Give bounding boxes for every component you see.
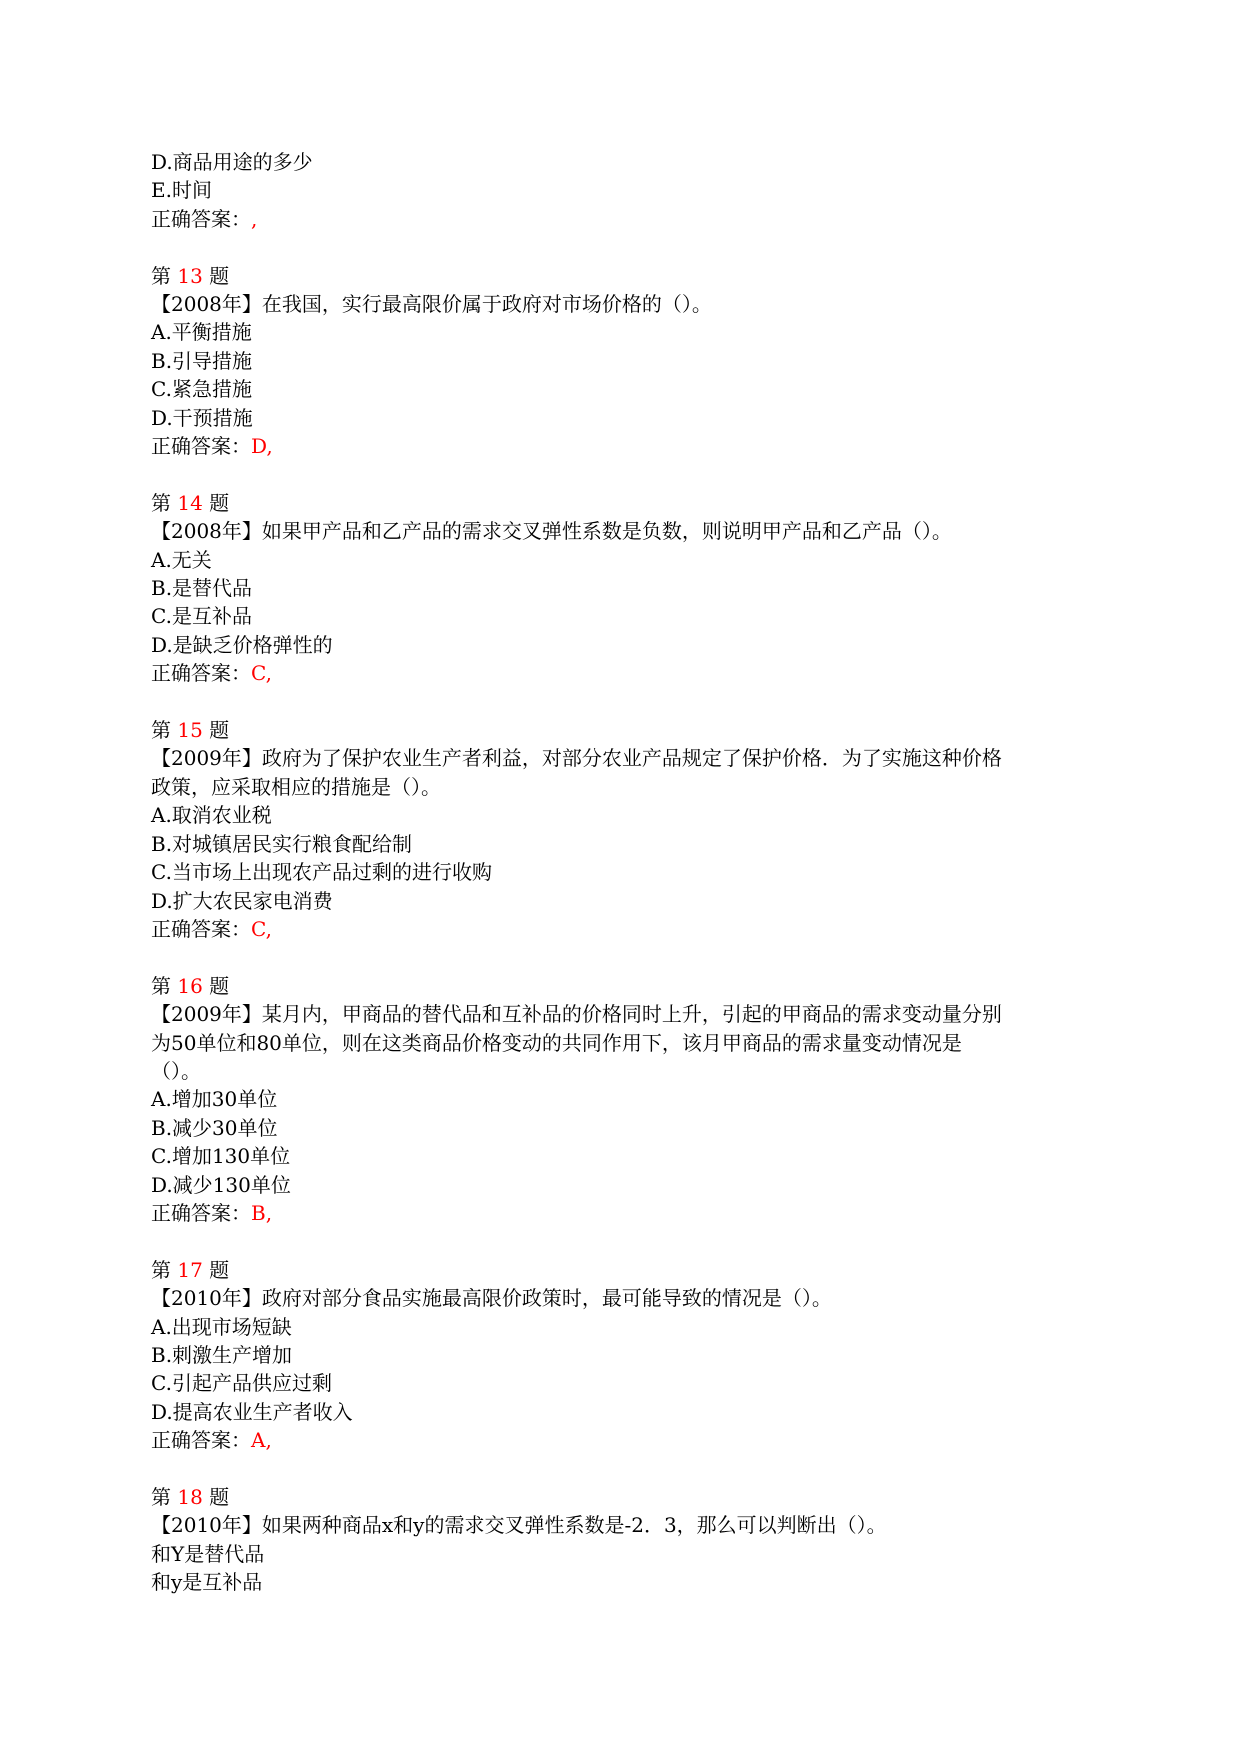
option-c: C.是互补品 bbox=[151, 604, 252, 629]
option-c: C.引起产品供应过剩 bbox=[151, 1371, 332, 1396]
option-d: D.减少130单位 bbox=[151, 1172, 291, 1197]
option-d: D.是缺乏价格弹性的 bbox=[151, 632, 333, 657]
option-a: A.取消农业税 bbox=[151, 803, 272, 828]
answer-label: 正确答案： bbox=[151, 206, 251, 231]
question-list bbox=[151, 148, 1091, 1597]
answer-value: A, bbox=[251, 1428, 272, 1453]
option-d: D.干预措施 bbox=[151, 405, 253, 430]
option-d: D.扩大农民家电消费 bbox=[151, 888, 333, 913]
option-b: B.对城镇居民实行粮食配给制 bbox=[151, 831, 413, 856]
option-line: 和Y是替代品 bbox=[151, 1541, 265, 1566]
answer-line: 正确答案：B, bbox=[151, 1200, 273, 1225]
option-a: A.无关 bbox=[151, 547, 212, 572]
question-stem: 【2010年】政府对部分食品实施最高限价政策时，最可能导致的情况是（）。 bbox=[151, 1286, 832, 1311]
answer-line bbox=[151, 205, 1091, 233]
answer-value: B, bbox=[251, 1200, 273, 1225]
option-b: B.刺激生产增加 bbox=[151, 1342, 293, 1367]
question-stem: 政策，应采取相应的措施是（）。 bbox=[151, 774, 441, 799]
question-stem: （）。 bbox=[151, 1058, 201, 1083]
question-stem: 【2008年】如果甲产品和乙产品的需求交叉弹性系数是负数，则说明甲产品和乙产品（）。 bbox=[151, 519, 952, 544]
question-number: 第 15 题 bbox=[151, 718, 230, 743]
answer-line: 正确答案：A, bbox=[151, 1428, 272, 1453]
option-line: 和y是互补品 bbox=[151, 1570, 263, 1595]
option-a: A.增加30单位 bbox=[151, 1087, 278, 1112]
option-d: D.提高农业生产者收入 bbox=[151, 1399, 353, 1424]
question-stem: 【2008年】在我国，实行最高限价属于政府对市场价格的（）。 bbox=[151, 292, 712, 317]
option-line: D.商品用途的多少 bbox=[151, 150, 313, 174]
option-b: B.引导措施 bbox=[151, 348, 253, 373]
option-c: C.增加130单位 bbox=[151, 1144, 291, 1169]
answer-value: D, bbox=[251, 434, 273, 459]
answer-line: 正确答案：C, bbox=[151, 916, 272, 941]
option-c: C.当市场上出现农产品过剩的进行收购 bbox=[151, 860, 492, 885]
answer-line: 正确答案：C, bbox=[151, 661, 272, 686]
question-number: 第 18 题 bbox=[151, 1485, 230, 1509]
answer-value: C, bbox=[251, 661, 272, 686]
option-c: C.紧急措施 bbox=[151, 377, 252, 402]
answer-line: 正确答案：D, bbox=[151, 434, 273, 459]
question-stem: 【2009年】政府为了保护农业生产者利益，对部分农业产品规定了保护价格．为了实施这种价格 bbox=[151, 746, 1002, 771]
option-a: A.出现市场短缺 bbox=[151, 1314, 292, 1339]
answer-value: , bbox=[251, 206, 258, 231]
option-b: B.减少30单位 bbox=[151, 1115, 278, 1140]
question-number: 第 14 题 bbox=[151, 490, 230, 515]
question-number: 第 16 题 bbox=[151, 973, 230, 998]
option-line: E.时间 bbox=[151, 178, 212, 203]
option-a: A.平衡措施 bbox=[151, 320, 252, 345]
answer-value: C, bbox=[251, 916, 272, 941]
question-stem: 【2010年】如果两种商品x和y的需求交叉弹性系数是-2．3，那么可以判断出（）。 bbox=[151, 1513, 887, 1538]
question-number: 第 17 题 bbox=[151, 1257, 230, 1282]
option-b: B.是替代品 bbox=[151, 576, 253, 601]
question-number: 第 13 题 bbox=[151, 263, 230, 288]
question-stem: 为50单位和80单位，则在这类商品价格变动的共同作用下，该月甲商品的需求量变动情况是 bbox=[151, 1030, 962, 1055]
question-stem: 【2009年】某月内，甲商品的替代品和互补品的价格同时上升，引起的甲商品的需求变动量分别 bbox=[151, 1002, 1002, 1027]
